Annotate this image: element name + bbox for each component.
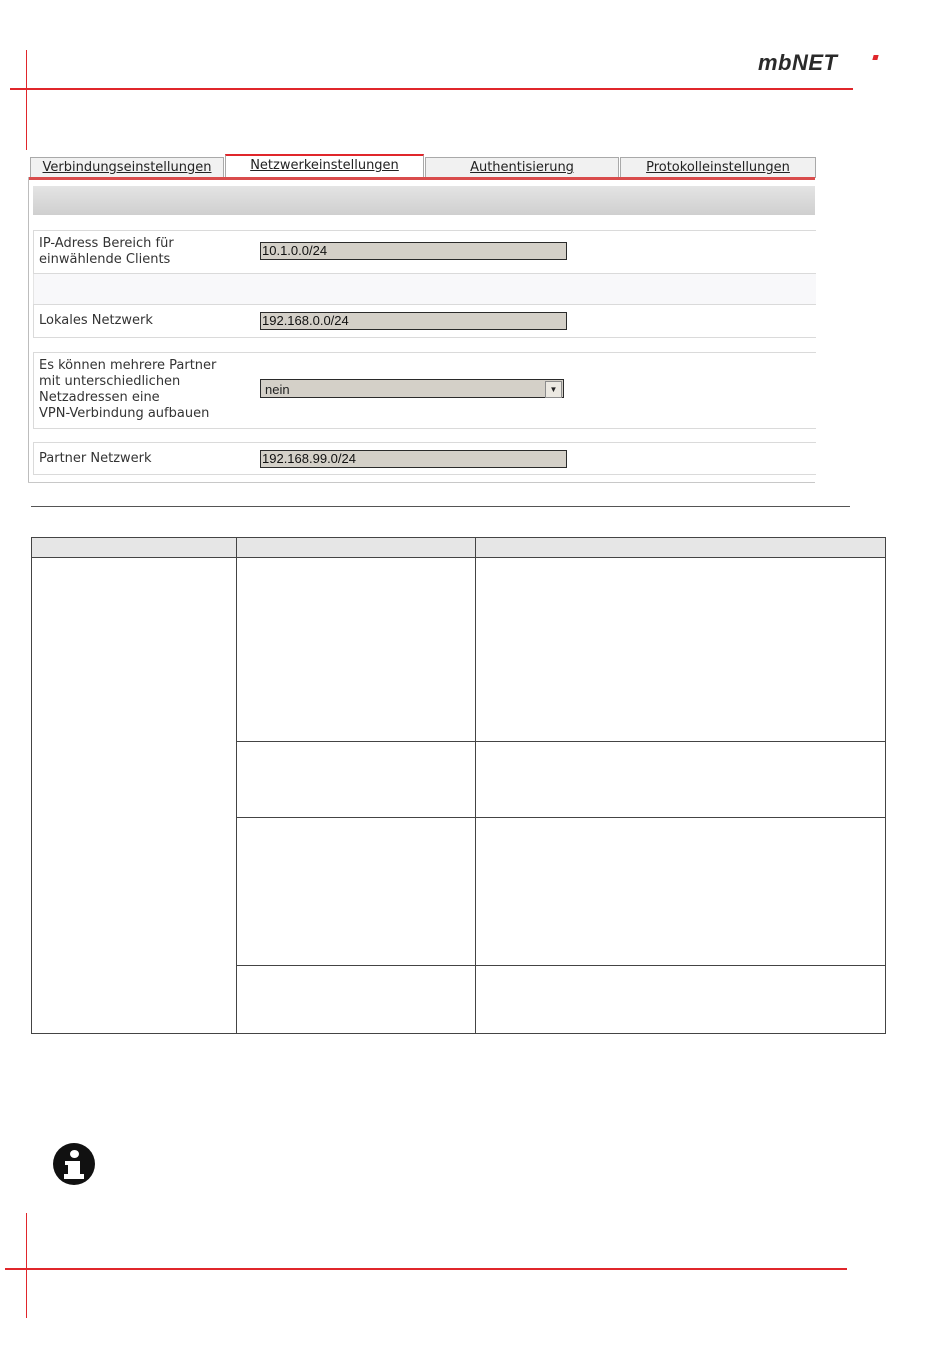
brand-logo: mbNET [758, 50, 838, 75]
table-row-divider-2 [236, 817, 886, 818]
tab-verbindungseinstellungen[interactable]: Verbindungseinstellungen [30, 157, 224, 178]
table-header [31, 537, 886, 558]
local-network-input[interactable]: 192.168.0.0/24 [260, 312, 567, 330]
tab-protokolleinstellungen[interactable]: Protokolleinstellungen [620, 157, 816, 178]
top-red-rule [10, 88, 853, 90]
multi-partner-select[interactable] [260, 379, 564, 398]
partner-network-label: Partner Netzwerk [39, 451, 152, 466]
multi-partner-label-line3: Netzadressen eine [39, 390, 160, 405]
bottom-red-rule [5, 1268, 847, 1270]
table-col-divider-1 [236, 537, 237, 1034]
multi-partner-label-line1: Es können mehrere Partner [39, 358, 217, 373]
local-network-label: Lokales Netzwerk [39, 313, 153, 328]
chevron-down-icon[interactable]: ▼ [545, 381, 562, 398]
panel-left-border [28, 177, 29, 483]
tab-netzwerkeinstellungen[interactable]: Netzwerkeinstellungen [225, 154, 424, 179]
multi-partner-label-line4: VPN-Verbindung aufbauen [39, 406, 210, 421]
ip-range-input[interactable]: 10.1.0.0/24 [260, 242, 567, 260]
multi-partner-label-line2: mit unterschiedlichen [39, 374, 181, 389]
info-icon [53, 1143, 95, 1185]
tab-authentisierung[interactable]: Authentisierung [425, 157, 619, 178]
top-left-red-margin [26, 50, 27, 150]
info-icon-dot [70, 1150, 79, 1158]
info-icon-base [64, 1174, 84, 1179]
ip-range-label-line2: einwählende Clients [39, 252, 171, 267]
table-row-divider-1 [236, 741, 886, 742]
panel-spacer [33, 274, 816, 304]
logo-accent-mark [872, 55, 878, 60]
panel-top-border [28, 177, 815, 180]
table-col-divider-2 [475, 537, 476, 1034]
table-body [31, 558, 886, 1034]
bottom-left-red-margin [26, 1213, 27, 1318]
panel-bottom-border [28, 482, 815, 483]
ip-range-label-line1: IP-Adress Bereich für [39, 236, 174, 251]
panel-header-bar [33, 186, 815, 215]
multi-partner-selected-value: nein [265, 382, 290, 397]
partner-network-input[interactable]: 192.168.99.0/24 [260, 450, 567, 468]
table-row-divider-3 [236, 965, 886, 966]
section-separator [31, 506, 850, 507]
